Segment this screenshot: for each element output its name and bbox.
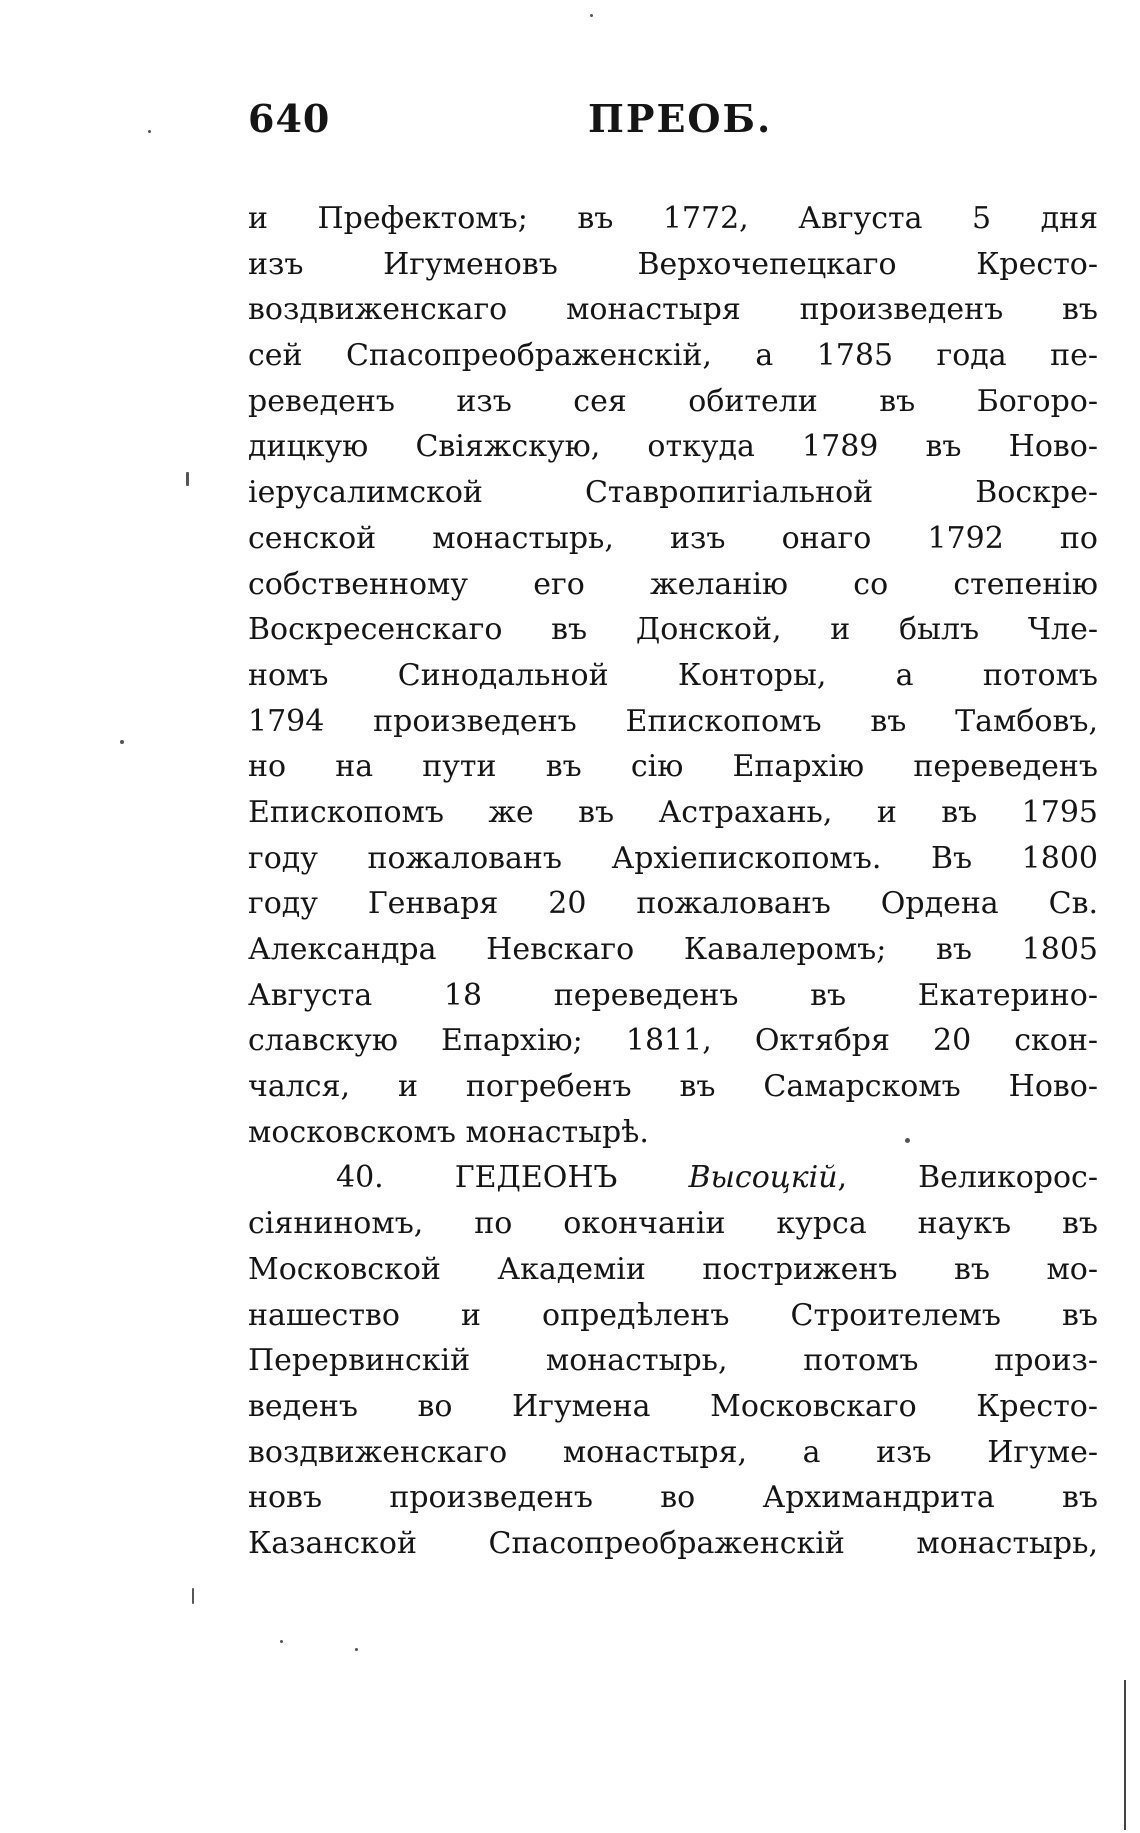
- text-line: но на пути въ сію Епархію переведенъ: [248, 749, 1098, 785]
- paragraph-1: [248, 196, 1098, 1155]
- paragraph-2: [248, 1155, 1098, 1566]
- text-line: Казанской Спасопреображенскій монастырь,: [248, 1525, 1098, 1561]
- text-line: Епископомъ же въ Астрахань, и въ 1795: [248, 794, 1098, 830]
- text-line: Московской Академіи постриженъ въ мо-: [248, 1251, 1098, 1287]
- text-line: іерусалимской Ставропигіальной Воскре-: [248, 475, 1098, 511]
- text-line: и Префектомъ; въ 1772, Августа 5 дня: [248, 201, 1098, 236]
- page-header: [248, 96, 1098, 156]
- text-line: Перервинскій монастырь, потомъ произ-: [248, 1343, 1098, 1379]
- text-line: веденъ во Игумена Московскаго Кресто-: [248, 1388, 1098, 1424]
- text-line: чался, и погребенъ въ Самарскомъ Ново-: [248, 1069, 1098, 1105]
- text-line: воздвиженскаго монастыря произведенъ въ: [248, 292, 1098, 328]
- scan-speck: [355, 1648, 358, 1651]
- text-line: новъ произведенъ во Архимандрита въ: [248, 1480, 1098, 1516]
- text-line: году пожалованъ Архіепископомъ. Въ 1800: [248, 840, 1098, 876]
- entry-surname-italic: Высоцкій: [688, 1160, 838, 1196]
- text-line: дицкую Свіяжскую, откуда 1789 въ Ново-: [248, 429, 1098, 465]
- scan-speck: [120, 740, 124, 744]
- text-line: изъ Игуменовъ Верхочепецкаго Кресто-: [248, 246, 1098, 282]
- text-line: собственному его желанію со степенію: [248, 566, 1098, 602]
- text-line: нашество и опредѣленъ Строителемъ въ: [248, 1297, 1098, 1333]
- text-line: московскомъ монастырѣ.: [248, 1114, 649, 1150]
- entry-heading-line: [248, 1155, 1098, 1201]
- scan-speck: [148, 130, 151, 133]
- text-line: сей Спасопреображенскій, а 1785 года пе-: [248, 338, 1098, 374]
- text-line: 1794 произведенъ Епископомъ въ Тамбовъ,: [248, 703, 1098, 739]
- page-edge-line: [1124, 1680, 1126, 1830]
- text-line: Воскресенскаго въ Донской, и былъ Чле-: [248, 612, 1098, 648]
- text-line: реведенъ изъ сея обители въ Богоро-: [248, 383, 1098, 419]
- text-line: сенской монастырь, изъ онаго 1792 по: [248, 520, 1098, 556]
- scan-speck: [590, 14, 593, 17]
- running-head: ПРЕОБ.: [588, 96, 773, 141]
- text-line: году Генваря 20 пожалованъ Ордена Св.: [248, 886, 1098, 922]
- text-line: номъ Синодальной Конторы, а потомъ: [248, 657, 1098, 693]
- scan-speck: [280, 1640, 283, 1643]
- text-line: Августа 18 переведенъ въ Екатерино-: [248, 977, 1098, 1013]
- body-text: [248, 196, 1098, 1567]
- text-line: славскую Епархію; 1811, Октября 20 скон-: [248, 1023, 1098, 1059]
- entry-heading-tail: , Великорос-: [837, 1160, 1098, 1196]
- text-line: воздвиженскаго монастыря, а изъ Игуме-: [248, 1434, 1098, 1470]
- entry-number-and-name: 40. ГЕДЕОНЪ: [336, 1160, 618, 1196]
- text-line: сіяниномъ, по окончаніи курса наукъ въ: [248, 1206, 1098, 1242]
- scan-speck: [192, 1588, 194, 1604]
- scan-speck: [186, 472, 189, 486]
- scan-speck: [905, 1138, 910, 1143]
- page-number: 640: [248, 96, 331, 141]
- text-line: Александра Невскаго Кавалеромъ; въ 1805: [248, 932, 1098, 967]
